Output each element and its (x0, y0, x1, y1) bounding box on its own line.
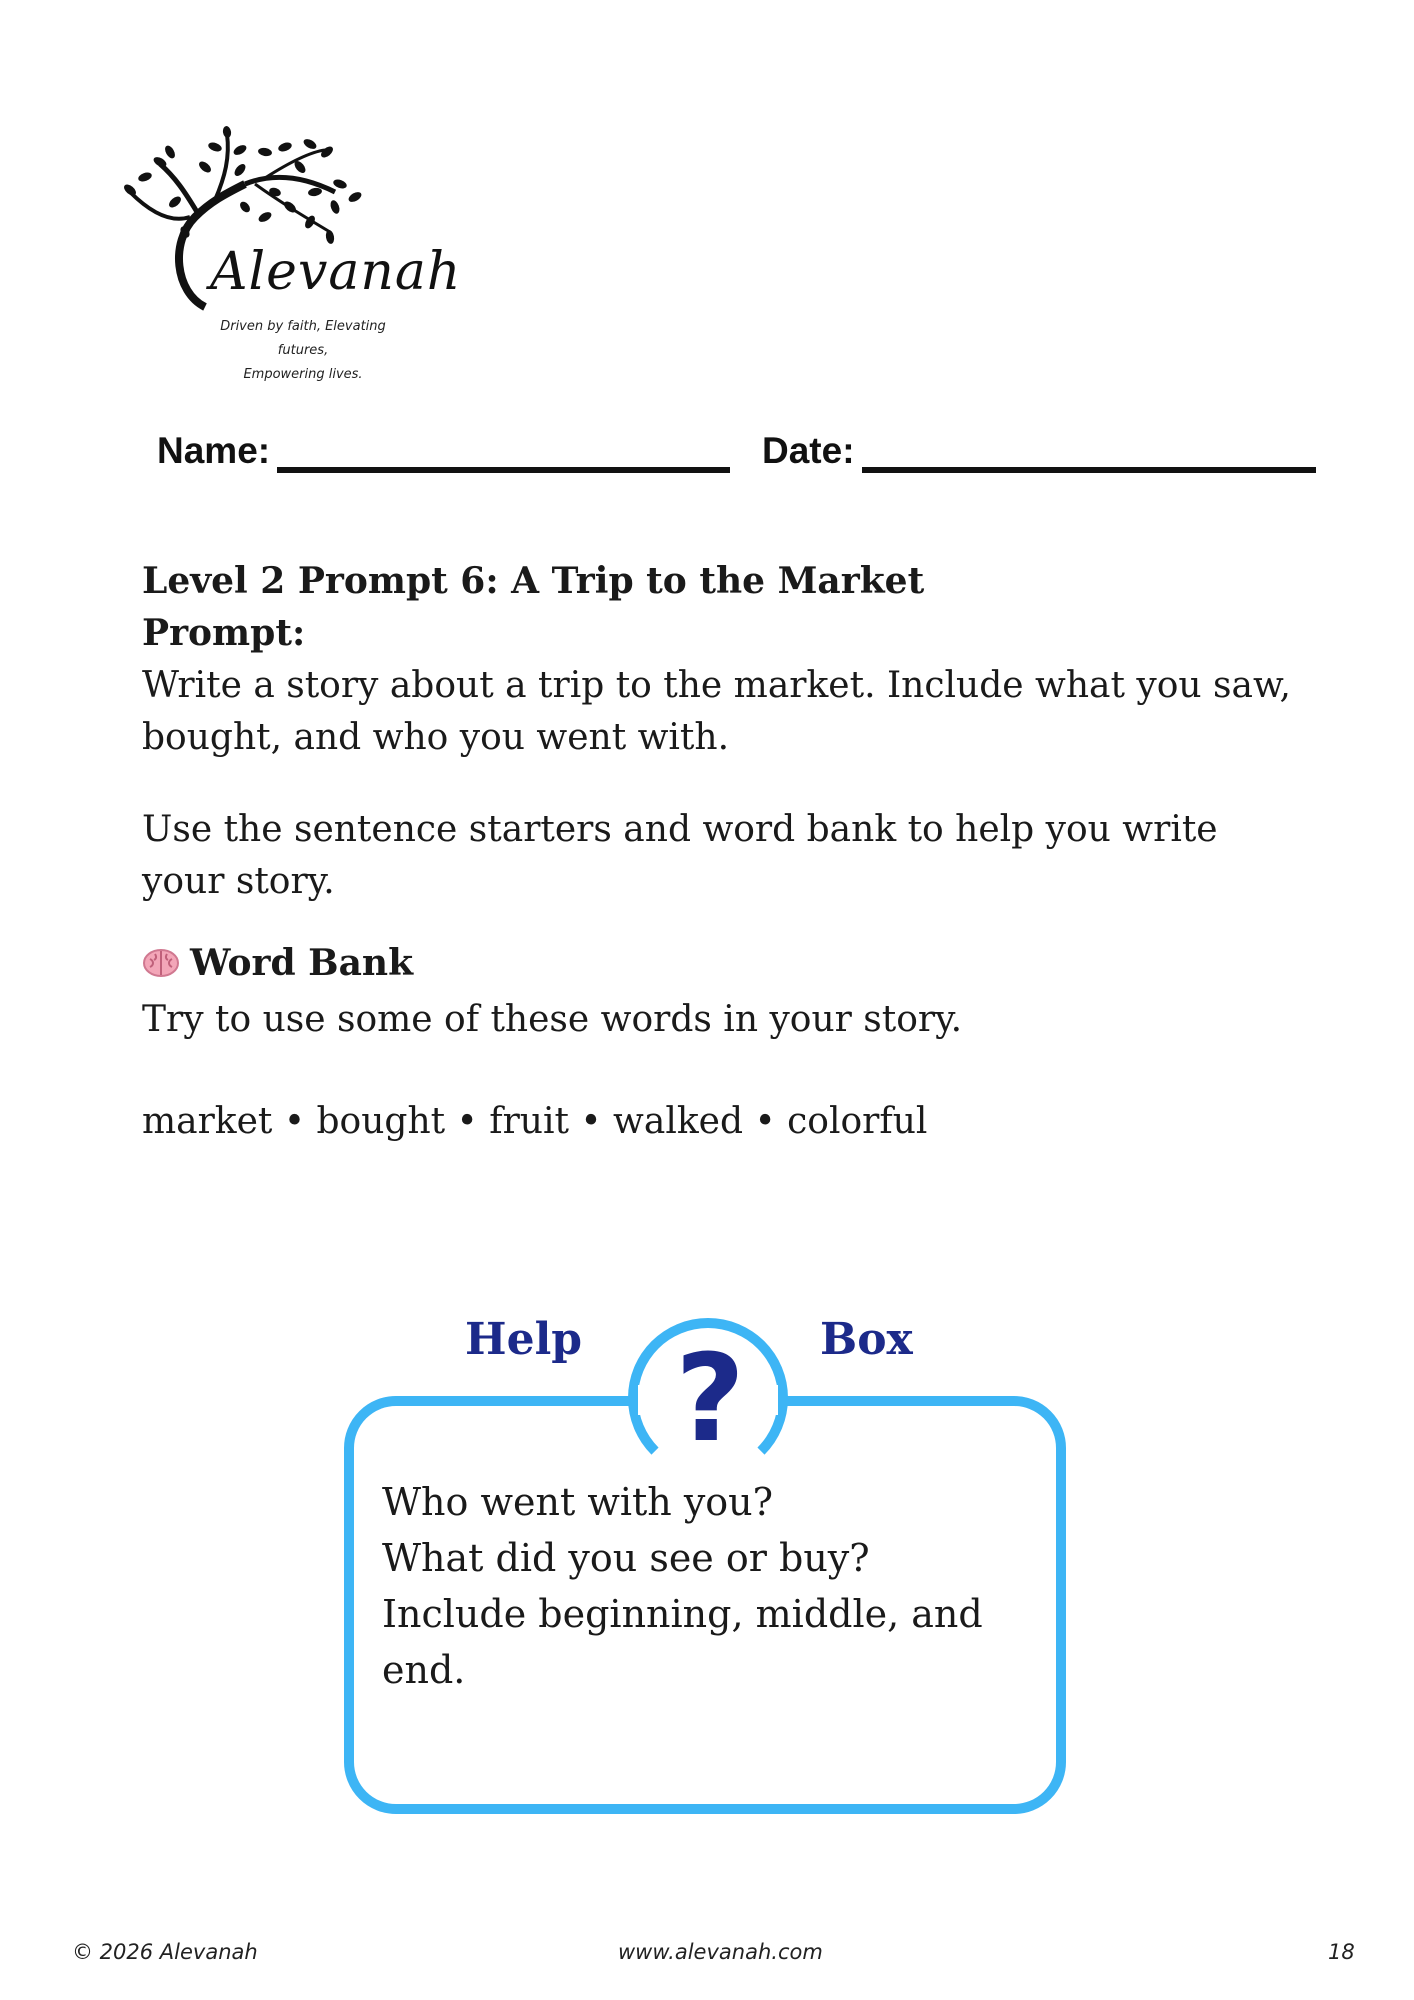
name-line[interactable] (277, 467, 730, 473)
help-box-text (382, 1474, 1002, 1698)
footer-copyright: © 2026 Alevanah (72, 1940, 258, 1964)
word-bank-words: market • bought • fruit • walked • colorful (142, 1101, 928, 1142)
prompt-text: Write a story about a trip to the market. Include what you saw, bought, and who you went with. (142, 665, 1291, 758)
help-line-3: Include beginning, middle, and (382, 1592, 983, 1636)
prompt-label: Prompt: (142, 612, 306, 654)
help-box-title-left: Help (465, 1314, 583, 1365)
instructions-text: Use the sentence starters and word bank to help you write your story. (142, 809, 1218, 902)
word-bank-title: Word Bank (190, 942, 414, 984)
date-line[interactable] (862, 467, 1316, 473)
word-bank-instruction: Try to use some of these words in your story. (142, 999, 963, 1040)
help-box-title-right: Box (820, 1314, 913, 1365)
help-line-4: end. (382, 1648, 466, 1692)
footer-page-number: 18 (1328, 1940, 1355, 1964)
brain-icon (142, 946, 180, 988)
footer-website[interactable]: www.alevanah.com (618, 1940, 823, 1964)
help-line-2: What did you see or buy? (382, 1536, 870, 1580)
brand-tagline-line2: Empowering lives. (243, 367, 363, 382)
brand-logo (115, 122, 462, 382)
brand-tagline-line1: Driven by faith, Elevating futures, (220, 319, 386, 358)
word-bank-heading (142, 942, 413, 988)
question-mark-icon: ? (675, 1330, 745, 1469)
worksheet-title: Level 2 Prompt 6: A Trip to the Market (142, 560, 925, 602)
name-label: Name: (157, 430, 271, 471)
help-line-1: Who went with you? (382, 1480, 774, 1524)
date-label: Date: (762, 430, 855, 471)
brand-tagline (203, 315, 403, 387)
brand-name: Alevanah (210, 242, 462, 302)
